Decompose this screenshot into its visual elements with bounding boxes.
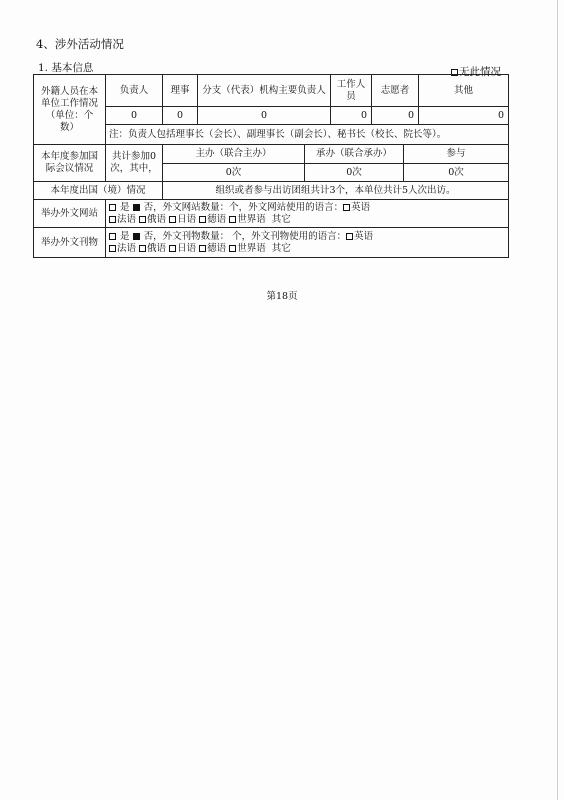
journal-lang-english: 英语 (354, 230, 374, 242)
website-no-checkbox-icon[interactable] (133, 204, 140, 211)
value-leader[interactable]: 0 (106, 107, 163, 125)
page-edge-line (557, 0, 558, 800)
website-japanese-checkbox-icon[interactable] (169, 216, 176, 223)
website-lang-esperanto: 世界语 (237, 213, 266, 225)
value-staff[interactable]: 0 (331, 107, 372, 125)
value-branch-head[interactable]: 0 (198, 107, 331, 125)
section-title: 4、涉外活动情况 (36, 37, 124, 51)
website-lang-russian: 俄语 (147, 213, 167, 225)
outbound-text[interactable]: 组织或者参与出访团组共计3个，本单位共计5人次出访。 (163, 182, 509, 200)
col-header-leader: 负责人 (106, 75, 163, 107)
website-russian-checkbox-icon[interactable] (139, 216, 146, 223)
value-volunteer[interactable]: 0 (372, 107, 419, 125)
basic-info-table (33, 74, 509, 258)
outbound-row-header: 本年度出国（境）情况 (34, 182, 163, 200)
intl-conf-host-value[interactable]: 0次 (163, 164, 305, 182)
website-no-label: 否，外文网站数量：个，外文网站使用的语言： (143, 201, 344, 213)
journal-german-checkbox-icon[interactable] (199, 245, 206, 252)
journal-lang-german: 德语 (207, 242, 227, 254)
intl-conf-undertake-value[interactable]: 0次 (305, 164, 404, 182)
journal-lang-french: 法语 (117, 242, 137, 254)
no-case-label: 无此情况 (459, 66, 501, 78)
intl-conf-row-header: 本年度参加国际会议情况 (34, 145, 106, 182)
foreign-staff-row-header: 外籍人员在本单位工作情况（单位：个数） (34, 75, 106, 145)
journal-no-label: 否，外文刊物数量： 个，外文刊物使用的语言： (143, 230, 347, 242)
website-lang-japanese: 日语 (177, 213, 197, 225)
website-lang-german: 德语 (207, 213, 227, 225)
subsection-title: 1. 基本信息 (38, 62, 94, 74)
intl-conf-undertake-label: 承办（联合承办） (305, 145, 404, 164)
journal-russian-checkbox-icon[interactable] (139, 245, 146, 252)
intl-conf-participate-value[interactable]: 0次 (404, 164, 509, 182)
website-yes-checkbox-icon[interactable] (109, 204, 116, 211)
value-director[interactable]: 0 (163, 107, 198, 125)
journal-french-checkbox-icon[interactable] (109, 245, 116, 252)
website-esperanto-checkbox-icon[interactable] (229, 216, 236, 223)
intl-conf-host-label: 主办（联合主办） (163, 145, 305, 164)
website-lang-english: 英语 (351, 201, 371, 213)
website-options (106, 200, 509, 228)
journal-row-header: 举办外文刊物 (34, 228, 106, 258)
journal-yes-checkbox-icon[interactable] (109, 233, 116, 240)
intl-conf-total: 共计参加0次，其中， (106, 145, 163, 182)
col-header-branch-head: 分支（代表）机构主要负责人 (198, 75, 331, 107)
value-other[interactable]: 0 (419, 107, 509, 125)
website-row-header: 举办外文网站 (34, 200, 106, 228)
website-french-checkbox-icon[interactable] (109, 216, 116, 223)
website-english-checkbox-icon[interactable] (343, 204, 350, 211)
col-header-other: 其他 (419, 75, 509, 107)
website-yes-label: 是 (120, 201, 130, 213)
website-lang-other: 其它 (271, 213, 291, 225)
leader-note: 注：负责人包括理事长（会长）、副理事长（副会长）、秘书长（校长、院长等）。 (106, 125, 509, 145)
journal-english-checkbox-icon[interactable] (346, 233, 353, 240)
col-header-staff: 工作人员 (331, 75, 372, 107)
journal-no-checkbox-icon[interactable] (133, 233, 140, 240)
journal-lang-japanese: 日语 (177, 242, 197, 254)
intl-conf-participate-label: 参与 (404, 145, 509, 164)
journal-options (106, 228, 509, 258)
page-number: 第18页 (266, 291, 298, 302)
journal-lang-esperanto: 世界语 (237, 242, 266, 254)
col-header-volunteer: 志愿者 (372, 75, 419, 107)
journal-lang-russian: 俄语 (147, 242, 167, 254)
journal-yes-label: 是 (120, 230, 130, 242)
journal-lang-other: 其它 (271, 242, 291, 254)
journal-japanese-checkbox-icon[interactable] (169, 245, 176, 252)
website-lang-french: 法语 (117, 213, 137, 225)
journal-esperanto-checkbox-icon[interactable] (229, 245, 236, 252)
col-header-director: 理事 (163, 75, 198, 107)
website-german-checkbox-icon[interactable] (199, 216, 206, 223)
